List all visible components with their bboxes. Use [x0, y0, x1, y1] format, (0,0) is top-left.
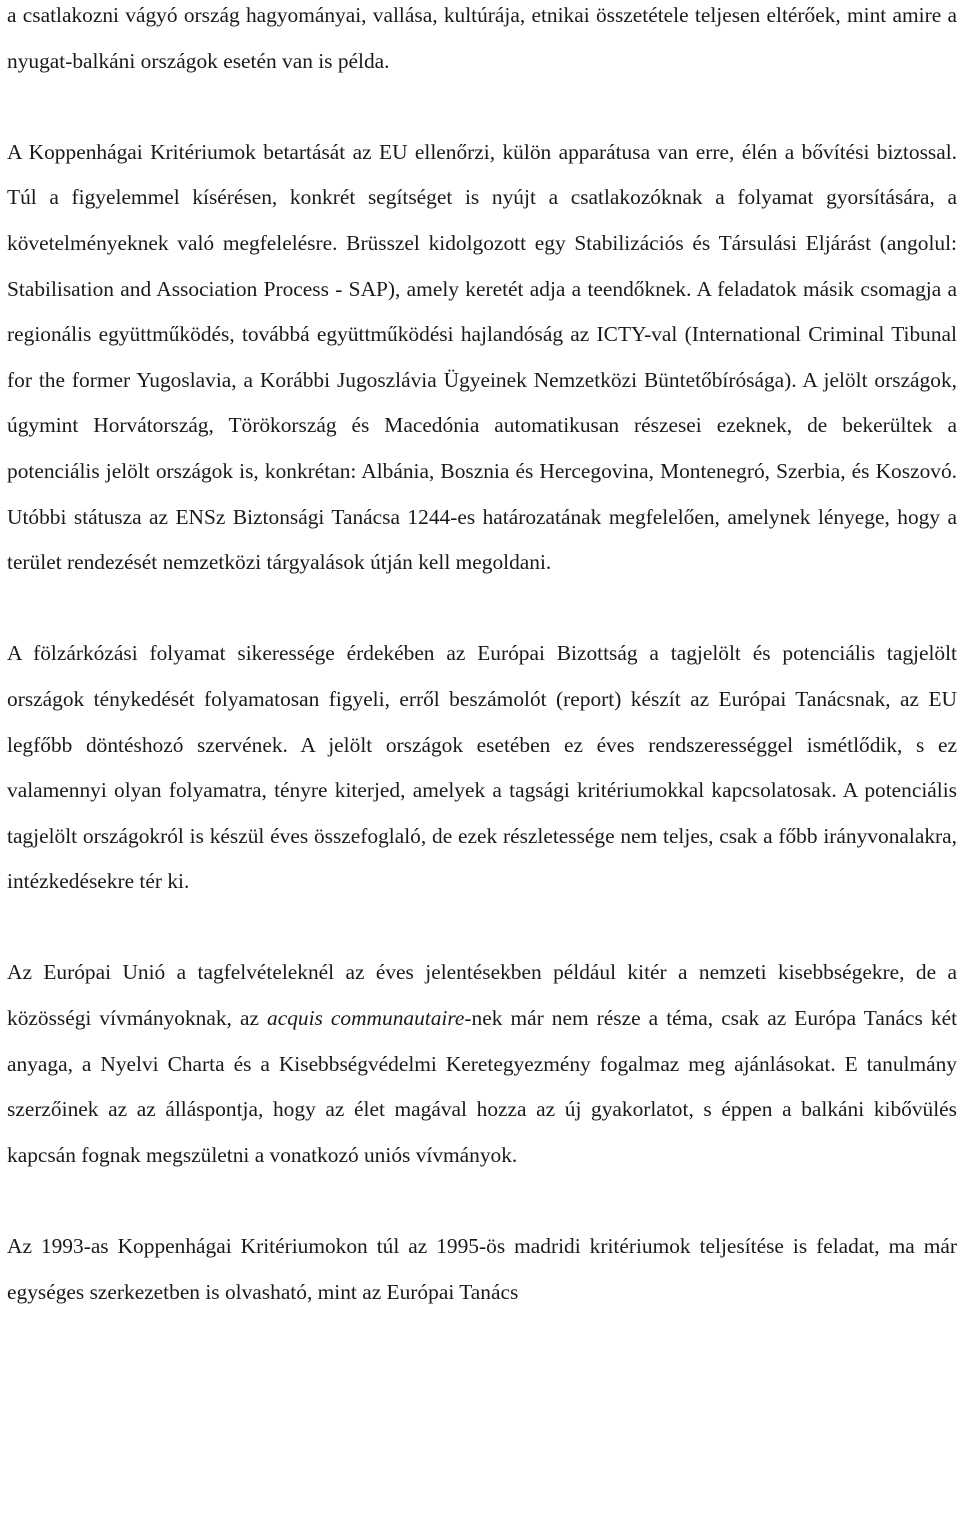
paragraph-gap	[7, 905, 957, 951]
paragraph-4-text-start: Az Európai Unió a tagfelvételeknél az éves jelentésekben például kitér a nemzeti kisebbségekre, de a közösségi vívmányoknak, az	[7, 960, 957, 1031]
paragraph-2: A Koppenhágai Kritériumok betartását az EU ellenőrzi, külön apparátusa van erre, élén a bővítési biztossal. Túl a figyelemmel kísérésen, konkrét segítséget is nyújt a csatlakozóknak a folyamat gyorsítására, a követelményeknek való megfelelésre. Brüsszel kidolgozott egy Stabilizációs és Társulási Eljárást (angolul: Stabilisation and Association Process - SAP), amely keretét adja a teendőknek. A feladatok másik csomagja a regionális együttműködés, továbbá együttműködési hajlandóság az ICTY-val (International Criminal Tibunal for the former Yugoslavia, a Korábbi Jugoszlávia Ügyeinek Nemzetközi Büntetőbírósága). A jelölt országok, úgymint Horvátország, Törökország és Macedónia automatikusan részesei ezeknek, de bekerültek a potenciális jelölt országok is, konkrétan: Albánia, Bosznia és Hercegovina, Montenegró, Szerbia, és Koszovó. Utóbbi státusza az ENSz Biztonsági Tanácsa 1244-es határozatának megfelelően, amelynek lényege, hogy a terület rendezését nemzetközi tárgyalások útján kell megoldani.	[7, 139, 957, 575]
paragraph-gap	[7, 84, 957, 130]
paragraph-5: Az 1993-as Koppenhágai Kritériumokon túl az 1995-ös madridi kritériumok teljesítése is feladat, ma már egységes szerkezetben is olvasható, mint az Európai Tanács	[7, 1234, 957, 1304]
paragraph-3: A fölzárkózási folyamat sikeressége érdekében az Európai Bizottság a tagjelölt és potenciális tagjelölt országok ténykedését folyamatosan figyeli, erről beszámolót (report) készít az Európai Tanácsnak, az EU legfőbb döntéshozó szervének. A jelölt országok esetében ez éves rendszerességgel ismétlődik, s ez valamennyi olyan folyamatra, tényre kiterjed, amelyek a tagsági kritériumokkal kapcsolatosak. A potenciális tagjelölt országokról is készül éves összefoglaló, de ezek részletessége nem teljes, csak a főbb irányvonalakra, intézkedésekre tér ki.	[7, 641, 957, 894]
paragraph-4	[7, 950, 957, 1178]
document-page	[7, 0, 957, 1315]
paragraph-gap	[7, 1178, 957, 1224]
paragraph-gap	[7, 586, 957, 632]
paragraph-1: a csatlakozni vágyó ország hagyományai, vallása, kultúrája, etnikai összetétele teljesen eltérőek, mint amire a nyugat-balkáni országok esetén van is példa.	[7, 3, 957, 73]
paragraph-4-text-end: -nek már nem része a téma, csak az Európa Tanács két anyaga, a Nyelvi Charta és a Kisebbségvédelmi Keretegyezmény fogalmaz meg ajánlásokat. E tanulmány szerzőinek az az álláspontja, hogy az élet magával hozza az új gyakorlatot, s éppen a balkáni kibővülés kapcsán fognak megszületni a vonatkozó uniós vívmányok.	[7, 1006, 958, 1167]
paragraph-4-italic-term: acquis communautaire	[267, 1006, 465, 1031]
